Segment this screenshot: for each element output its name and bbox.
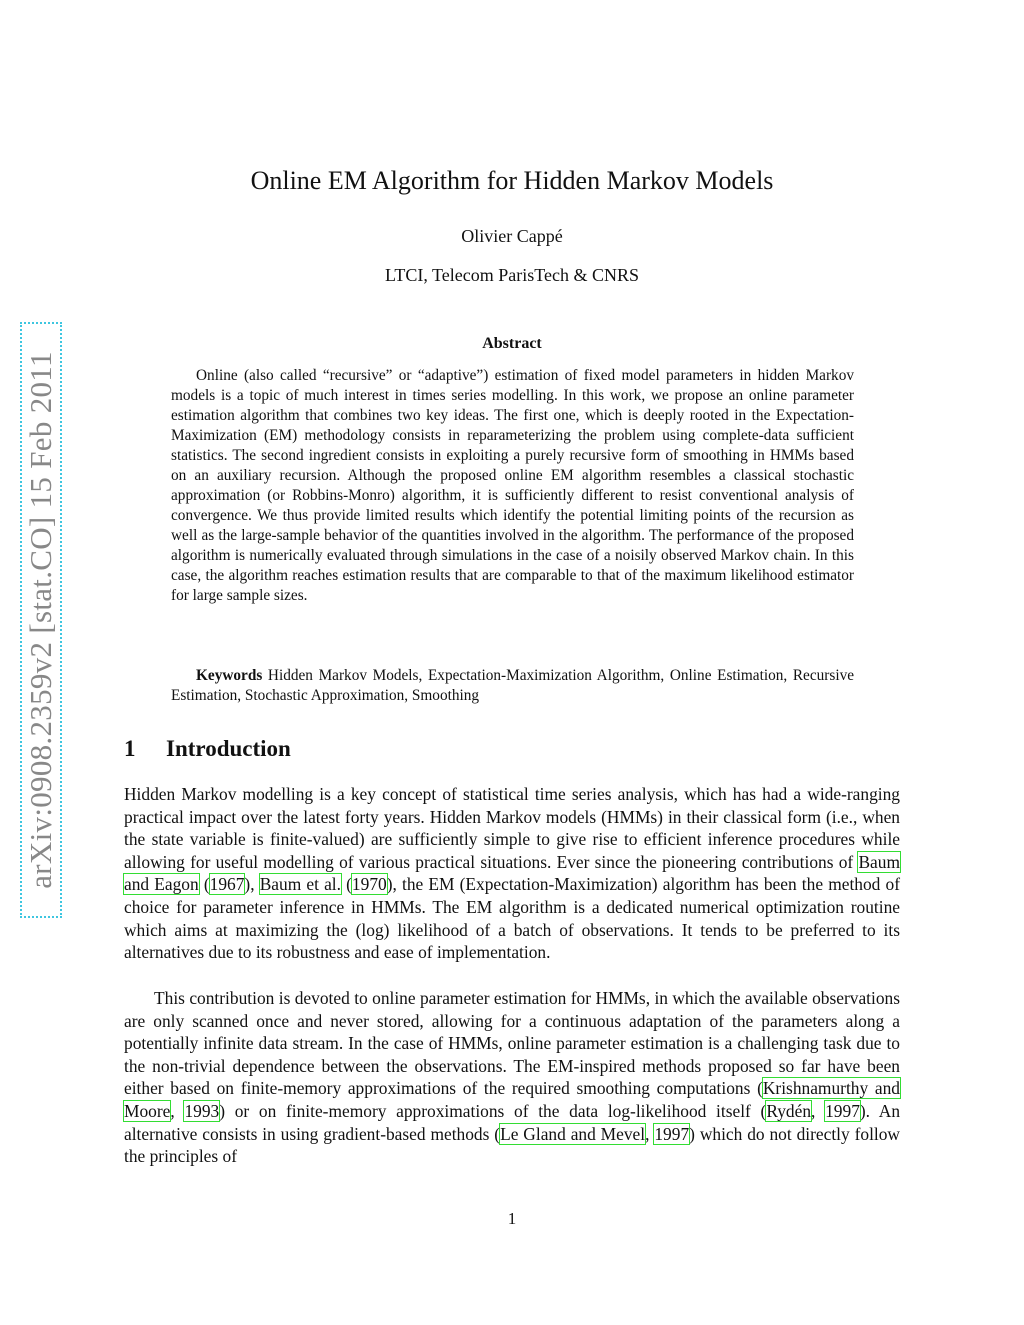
keywords <box>171 666 854 706</box>
arxiv-stamp[interactable] <box>20 322 62 918</box>
citation-year-link[interactable]: 1967 <box>209 874 245 895</box>
citation-link-baum-eagon[interactable]: Baum and Eagon <box>124 851 900 895</box>
citation-year-link[interactable]: 1997 <box>825 1100 860 1121</box>
citation-link-ryden[interactable]: Rydén <box>766 1100 812 1121</box>
section-heading <box>124 736 291 762</box>
author-name: Olivier Cappé <box>461 226 563 246</box>
text-run: Hidden Markov modelling is a key concept of statistical time series analysis, which has had a wide-ranging practical impact over the latest forty years. Hidden Markov models (HMMs) in their classical form (i.e., when the state variable is finite-valued) are sufficiently simple to give rise to efficient inference procedures while allowing for useful modelling of various practical situations. Ever since the pioneering contributions of <box>124 784 900 872</box>
section-number: 1 <box>124 736 136 761</box>
text-run: , <box>170 1100 185 1121</box>
text-run: ) which do not directly follow the principles of <box>124 1123 900 1167</box>
page-number: 1 <box>507 1209 517 1228</box>
abstract-text: Online (also called “recursive” or “adaptive”) estimation of fixed model parameters in hidden Markov models is a topic of much interest in times series modelling. In this work, we propose an online parameter estimation algorithm that combines two key ideas. The first one, which is deeply rooted in the Expectation-Maximization (EM) methodology consists in reparameterizing the problem using complete-data sufficient statistics. The second ingredient consists in exploiting a purely recursive form of smoothing in HMMs based on an auxiliary recursion. Although the proposed online EM algorithm resembles a classical stochastic approximation (or Robbins-Monro) algorithm, it is sufficiently different to resist conventional analysis of convergence. We thus provide limited results which identify the potential limiting points of the recursion as well as the large-sample behavior of the quantities involved in the algorithm. The performance of the proposed algorithm is numerically evaluated through simulations in the case of a noisily observed Markov chain. In this case, the algorithm reaches estimation results that are comparable to that of the maximum likelihood estimator for large sample sizes. <box>171 367 854 604</box>
citation-link-krishnamurthy-moore[interactable]: Krishnamurthy and Moore <box>124 1078 900 1121</box>
keywords-text: Hidden Markov Models, Expectation-Maximization Algorithm, Online Estimation, Recursive Estimation, Stochastic Approximation, Smoothing <box>171 667 855 704</box>
intro-paragraph-1 <box>124 783 900 964</box>
text-run: ( <box>340 874 352 895</box>
text-run: ( <box>198 874 210 895</box>
citation-year-link[interactable]: 1970 <box>351 874 387 895</box>
citation-link-le-gland-mevel[interactable]: Le Gland and Mevel <box>500 1123 646 1144</box>
citation-year-link[interactable]: 1997 <box>654 1123 690 1144</box>
text-run: ) or on finite-memory approximations of the data log-likelihood itself ( <box>219 1100 767 1121</box>
text-run: This contribution is devoted to online parameter estimation for HMMs, in which the available observations are only scanned once and never stored, allowing for a continuous adaptation of the parameters along a potentially infinite data stream. In the case of HMMs, online parameter estimation is a challenging task due to the non-trivial dependence between the observations. The EM-inspired methods proposed so far have been either based on finite-memory approximations of the required smoothing computations ( <box>124 988 900 1099</box>
text-run: ), <box>244 874 260 895</box>
text-run: , <box>645 1123 655 1144</box>
keywords-label: Keywords <box>196 667 263 684</box>
text-run: ). An alternative consists in using gradient-based methods ( <box>124 1100 901 1144</box>
abstract-heading: Abstract <box>482 335 542 352</box>
text-run: ), the EM (Expectation-Maximization) algorithm has been the method of choice for parameter inference in HMMs. The EM algorithm is a dedicated numerical optimization routine which aims at maximizing the (log) likelihood of a batch of observations. It tends to be preferred to its alternatives due to its robustness and ease of implementation. <box>124 874 900 963</box>
text-run: , <box>811 1100 826 1121</box>
arxiv-identifier: arXiv:0908.2359v2 [stat.CO] 15 Feb 2011 <box>23 351 58 889</box>
citation-year-link[interactable]: 1993 <box>184 1100 220 1121</box>
section-title: Introduction <box>166 736 291 761</box>
intro-paragraph-2 <box>124 987 900 1168</box>
paper-title: Online EM Algorithm for Hidden Markov Models <box>250 166 774 195</box>
citation-link-baum-et-al[interactable]: Baum et al. <box>259 874 341 895</box>
author-affiliation: LTCI, Telecom ParisTech & CNRS <box>385 265 639 285</box>
